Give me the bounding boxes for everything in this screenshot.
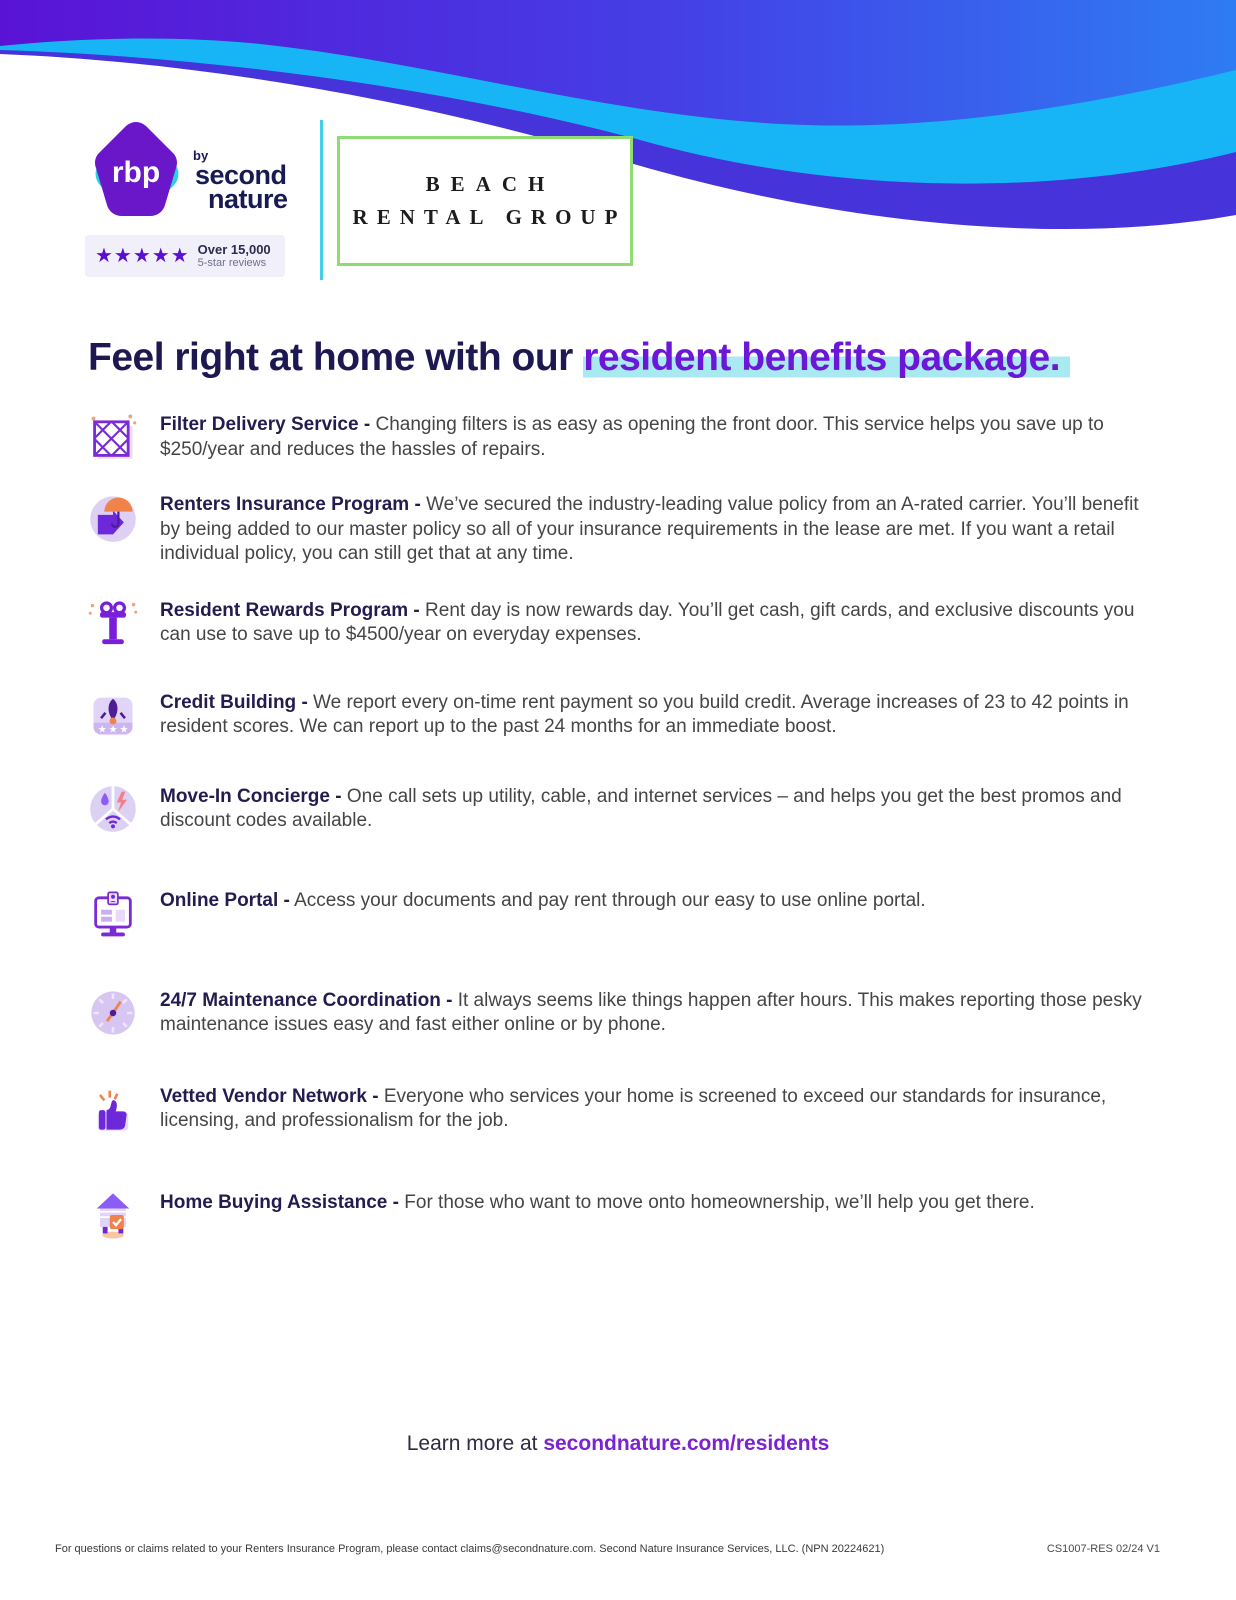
- house-check-icon: [85, 1189, 141, 1241]
- by-label: by: [193, 147, 209, 163]
- learn-more-prefix: Learn more at: [406, 1432, 544, 1455]
- benefit-description: One call sets up utility, cable, and internet services – and helps you get the best promos and discount codes available.: [160, 785, 1122, 831]
- rbp-brand-block: [85, 118, 290, 277]
- rbp-logo-icon: [85, 118, 187, 226]
- benefit-title: 24/7 Maintenance Coordination: [160, 989, 441, 1011]
- svg-text:★: ★: [97, 723, 107, 735]
- header-logo-row: [85, 118, 633, 280]
- benefit-title: Online Portal: [160, 889, 279, 911]
- benefit-credit-building: ★ ★ ★ Credit Building - We report every on-time rent payment so you build credit. Average increases of 23 to 42 points in resident scores. We can report up to the past 24 months for an immediate boost.: [85, 691, 1153, 741]
- second-nature-wordmark: [195, 132, 288, 213]
- benefit-description: Everyone who services your home is screened to exceed our standards for insurance, licensing, and professionalism for the job.: [160, 1085, 1107, 1131]
- benefit-description: Changing filters is as easy as opening the front door. This service helps you save up to $250/year and reduces the hassles of repairs.: [160, 414, 1104, 460]
- benefit-title: Filter Delivery Service: [160, 414, 359, 435]
- reviews-label: 5-star reviews: [197, 257, 267, 270]
- thumbs-up-icon: [85, 1083, 141, 1135]
- benefit-move-in-concierge: Move-In Concierge - One call sets up utility, cable, and internet services – and helps you get the best promos and discount codes available.: [85, 785, 1153, 835]
- benefit-filter-delivery: Filter Delivery Service - Changing filters is as easy as opening the front door. This service helps you save up to $250/year and reduces the hassles of repairs.: [85, 413, 1153, 463]
- gift-icon: [85, 597, 141, 649]
- page-title: [88, 336, 1178, 381]
- page-title-prefix: Feel right at home with our: [88, 336, 584, 379]
- monitor-icon: [85, 887, 141, 939]
- reviews-badge: [85, 235, 285, 277]
- reviews-count: Over 15,000: [197, 241, 271, 257]
- utilities-icon: [85, 783, 141, 835]
- partner-name-line1: BEACH: [425, 172, 556, 196]
- svg-text:★: ★: [119, 723, 129, 735]
- credit-rocket-icon: [85, 689, 141, 741]
- residents-link[interactable]: secondnature.com/residents: [543, 1432, 830, 1455]
- benefit-title: Resident Rewards Program: [160, 599, 409, 621]
- fine-print-doc-code: CS1007-RES 02/24 V1: [1046, 1543, 1160, 1555]
- benefit-description: For those who want to move onto homeownership, we’ll help you get there.: [404, 1191, 1035, 1213]
- benefit-title: Credit Building: [160, 691, 297, 713]
- partner-logo-box: [337, 136, 633, 266]
- clock-icon: [85, 987, 141, 1039]
- benefit-renters-insurance: Renters Insurance Program - We’ve secured the industry-leading value policy from an A-rated carrier. You’ll benefit by being added to our master policy so all of your insurance requirements in the lease are met. If you want a retail individual policy, you can still get that at any time.: [85, 493, 1153, 567]
- page-title-highlight: resident benefits package.: [583, 336, 1070, 379]
- benefit-description: It always seems like things happen after hours. This makes reporting those pesky maintenance issues easy and fast either online or by phone.: [160, 989, 1142, 1035]
- svg-text:rbp: rbp: [111, 156, 161, 189]
- benefit-maintenance: 24/7 Maintenance Coordination - It always seems like things happen after hours. This makes reporting those pesky maintenance issues easy and fast either online or by phone.: [85, 989, 1153, 1039]
- fine-print: [0, 1543, 1236, 1555]
- benefits-list: [85, 413, 1153, 1241]
- benefit-description: We’ve secured the industry-leading value policy from an A-rated carrier. You’ll benefit by being added to our master policy so all of your insurance requirements in the lease are met. If you want a retail individual policy, you can still get that at any time.: [160, 494, 1139, 564]
- benefit-vetted-vendors: Vetted Vendor Network - Everyone who services your home is screened to exceed our standards for insurance, licensing, and professionalism for the job.: [85, 1085, 1153, 1135]
- benefit-description: Access your documents and pay rent through our easy to use online portal.: [294, 889, 926, 911]
- benefit-title: Home Buying Assistance: [160, 1191, 388, 1213]
- brand-word-second: second: [195, 159, 287, 190]
- benefit-description: We report every on-time rent payment so you build credit. Average increases of 23 to 42 points in resident scores. We can report up to the past 24 months for an immediate boost.: [160, 691, 1129, 737]
- svg-text:★: ★: [108, 723, 118, 735]
- benefit-title: Move-In Concierge: [160, 785, 330, 807]
- benefit-title: Vetted Vendor Network: [160, 1085, 367, 1107]
- learn-more-line: [0, 1432, 1236, 1456]
- benefit-resident-rewards: Resident Rewards Program - Rent day is now rewards day. You’ll get cash, gift cards, and exclusive discounts you can use to save up to $4500/year on everyday expenses.: [85, 599, 1153, 649]
- header-divider: [320, 120, 323, 280]
- five-stars-icon: ★★★★★: [95, 245, 190, 267]
- partner-name-line2: RENTAL GROUP: [352, 205, 627, 229]
- filter-icon: [85, 411, 141, 463]
- fine-print-legal: For questions or claims related to your Renters Insurance Program, please contact claims@secondnature.com. Second Nature Insurance Services, LLC. (NPN 20224621): [55, 1543, 885, 1555]
- umbrella-house-icon: [85, 491, 141, 543]
- brand-word-nature: nature: [208, 184, 288, 215]
- benefit-online-portal: Online Portal - Access your documents and pay rent through our easy to use online portal.: [85, 889, 1153, 939]
- benefit-description: Rent day is now rewards day. You’ll get cash, gift cards, and exclusive discounts you can use to save up to $4500/year on everyday expenses.: [160, 599, 1135, 645]
- benefit-title: Renters Insurance Program: [160, 494, 410, 515]
- benefit-home-buying: Home Buying Assistance - For those who want to move onto homeownership, we’ll help you get there.: [85, 1191, 1153, 1241]
